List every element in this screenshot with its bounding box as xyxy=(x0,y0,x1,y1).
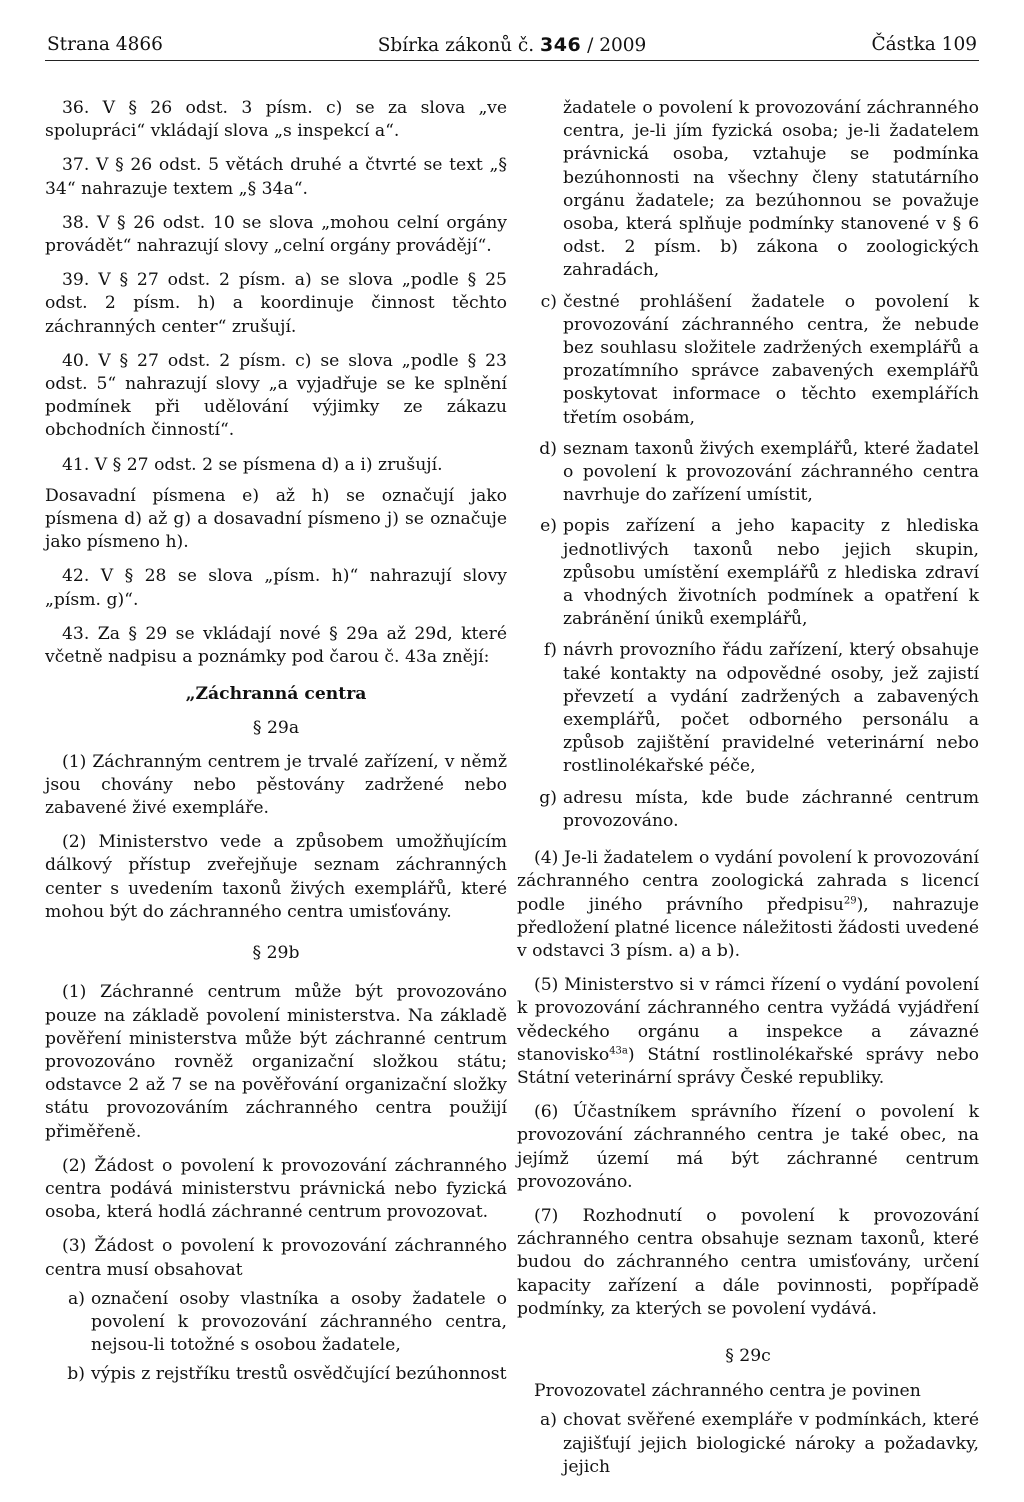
list-item-label: b) xyxy=(67,1364,85,1385)
list-item-label: a) xyxy=(540,1410,557,1431)
list-item-g xyxy=(517,787,979,833)
paragraph-text: ), nahrazuje předložení platné licence náležitosti žádosti uvedené v odstavci 3 písm. a) a b). xyxy=(517,894,979,961)
collection-year: / 2009 xyxy=(581,35,647,56)
paragraph-29c-intro: Provozovatel záchranného centra je povinen xyxy=(534,1381,921,1402)
list-item-text: popis zařízení a jeho kapacity z hlediska jednotlivých taxonů nebo jejich skupin, způsobu umístění exemplářů z hlediska zdraví a vhodných životních podmínek a opatření k zabránění úniků exemplářů, xyxy=(563,516,979,630)
collection-prefix: Sbírka zákonů č. xyxy=(377,35,541,56)
amendment-42: 42. V § 28 se slova „písm. h)“ nahrazují slovy „písm. g)“. xyxy=(45,566,507,610)
list-item-text: chovat svěřené exempláře v podmínkách, které zajišťují jejich biologické nároky a požadavky, jejich xyxy=(563,1410,979,1477)
list-item-d xyxy=(517,438,979,508)
paragraph-29b-3: (3) Žádost o povolení k provozování záchranného centra musí obsahovat xyxy=(45,1236,507,1280)
paragraph-text: (5) Ministerstvo si v rámci řízení o vydání povolení k provozování záchranného centra vyžádá vyjádření vědeckého orgánu a inspekce a závazné stanovisko xyxy=(517,975,979,1065)
page-header xyxy=(45,30,979,61)
footnote-ref: 43a xyxy=(609,1044,628,1056)
paragraph-29b-1: (1) Záchranné centrum může být provozováno pouze na základě povolení ministerstva. Na základě pověření ministerstva může být záchranné centrum provozováno rovněž organizační složkou státu; odstavce 2 až 7 se na pověřování organizační složky státu provozováním záchranného centra použijí přiměřeně. xyxy=(45,982,507,1142)
amendment-36: 36. V § 26 odst. 3 písm. c) se za slova „ve spolupráci“ vkládají slova „s inspekcí a“. xyxy=(45,98,507,142)
list-item-label: f) xyxy=(543,640,557,661)
section-29a-heading: § 29a xyxy=(252,718,300,739)
paragraph-29b-2: (2) Žádost o povolení k provozování záchranného centra podává ministerstvu právnická nebo fyzická osoba, která hodlá záchranné centrum provozovat. xyxy=(45,1155,507,1223)
list-item-b xyxy=(45,1363,507,1386)
paragraph-29a-2: (2) Ministerstvo vede a způsobem umožňujícím dálkový přístup zveřejňuje seznam záchranných center s uvedením taxonů živých exemplářů, které mohou být do záchranného centra umisťovány. xyxy=(45,832,507,922)
paragraph-29b-5 xyxy=(517,974,979,1090)
part-number: Částka 109 xyxy=(871,34,977,55)
amendment-41: 41. V § 27 odst. 2 se písmena d) a i) zrušují. xyxy=(62,454,443,475)
list-item-text: adresu místa, kde bude záchranné centrum provozováno. xyxy=(563,787,979,831)
page-number: Strana 4866 xyxy=(47,34,163,55)
list-item-c xyxy=(517,291,979,430)
section-29b-heading: § 29b xyxy=(252,943,300,964)
amendment-38: 38. V § 26 odst. 10 se slova „mohou celní orgány provádět“ nahrazují slovy „celní orgány provádějí“. xyxy=(45,212,507,257)
list-item-a xyxy=(45,1288,507,1358)
list-item-text: čestné prohlášení žadatele o povolení k provozování záchranného centra, že nebude bez souhlasu složitele zadržených exemplářů a prozatímního správce zabavených exemplářů poskytovat informace o těchto exemplářích třetím osobám, xyxy=(563,291,979,428)
paragraph-text: (4) Je-li žadatelem o vydání povolení k provozování záchranného centra zoologická zahrada s licencí podle jiného právního předpisu xyxy=(517,848,979,915)
list-item-29c-a xyxy=(517,1409,979,1479)
list-item-label: g) xyxy=(539,787,557,808)
amendment-43: 43. Za § 29 se vkládají nové § 29a až 29d, které včetně nadpisu a poznámky pod čarou č. 43a znějí: xyxy=(45,623,507,668)
collection-title xyxy=(45,30,979,61)
amendment-37: 37. V § 26 odst. 5 větách druhé a čtvrté se text „§ 34“ nahrazuje textem „§ 34a“. xyxy=(45,155,507,199)
list-item-text: návrh provozního řádu zařízení, který obsahuje také kontakty na odpovědné osoby, jež zajistí převzetí a vydání zadržených a zabavených exemplářů, počet odborného personálu a způsob zajištění pravidelné veterinární nebo rostlinolékařské péče, xyxy=(563,640,979,777)
list-item-text: výpis z rejstříku trestů osvědčující bezúhonnost xyxy=(91,1364,507,1385)
section-title: „Záchranná centra xyxy=(185,684,367,705)
list-item-text: označení osoby vlastníka a osoby žadatele o povolení k provozování záchranného centra, nejsou-li totožné s osobou žadatele, xyxy=(91,1288,507,1356)
footnote-ref: 29 xyxy=(843,894,857,906)
list-item-b-continuation: žadatele o povolení k provozování záchranného centra, je-li jím fyzická osoba; je-li žadatelem právnická osoba, vztahuje se podmínka bezúhonnosti na všechny členy statutárního orgánu žadatele; za bezúhonnou se považuje osoba, která splňuje podmínky stanovené v § 6 odst. 2 písm. b) zákona o zoologických zahradách, xyxy=(563,98,979,281)
list-item-label: a) xyxy=(68,1288,85,1309)
right-column xyxy=(517,97,979,1490)
list-item-e xyxy=(517,515,979,631)
paragraph-text: ) Státní rostlinolékařské správy nebo Státní veterinární správy České republiky. xyxy=(517,1044,979,1088)
left-column xyxy=(45,97,507,1398)
amendment-40: 40. V § 27 odst. 2 písm. c) se slova „podle § 23 odst. 5“ nahrazují slovy „a vyjadřuje se ke splnění podmínek při udělování výjimky ze zákazu obchodních činností“. xyxy=(45,350,507,441)
list-item-label: c) xyxy=(540,291,557,312)
list-item-f xyxy=(517,639,979,778)
paragraph-29b-4 xyxy=(517,847,979,963)
list-item-label: e) xyxy=(540,516,557,537)
law-number: 346 xyxy=(540,34,582,56)
paragraph-29b-7: (7) Rozhodnutí o povolení k provozování záchranného centra obsahuje seznam taxonů, které budou do záchranného centra umisťovány, určení kapacity zařízení a dále povinnosti, popřípadě podmínky, za kterých se povolení vydává. xyxy=(517,1205,979,1319)
amendment-41-note: Dosavadní písmena e) až h) se označují jako písmena d) až g) a dosavadní písmeno j) se označuje jako písmeno h). xyxy=(45,485,507,553)
list-item-label: d) xyxy=(539,438,557,459)
paragraph-29a-1: (1) Záchranným centrem je trvalé zařízení, v němž jsou chovány nebo pěstovány zadržené nebo zabavené živé exempláře. xyxy=(45,751,507,819)
list-item-text: seznam taxonů živých exemplářů, které žadatel o povolení k provozování záchranného centra navrhuje do zařízení umístit, xyxy=(563,438,979,506)
paragraph-29b-6: (6) Účastníkem správního řízení o povolení k provozování záchranného centra je také obec, na jejímž území má být záchranné centrum provozováno. xyxy=(517,1102,979,1192)
amendment-39: 39. V § 27 odst. 2 písm. a) se slova „podle § 25 odst. 2 písm. h) a koordinuje činnost těchto záchranných center“ zrušují. xyxy=(45,270,507,337)
section-29c-heading: § 29c xyxy=(725,1345,771,1366)
